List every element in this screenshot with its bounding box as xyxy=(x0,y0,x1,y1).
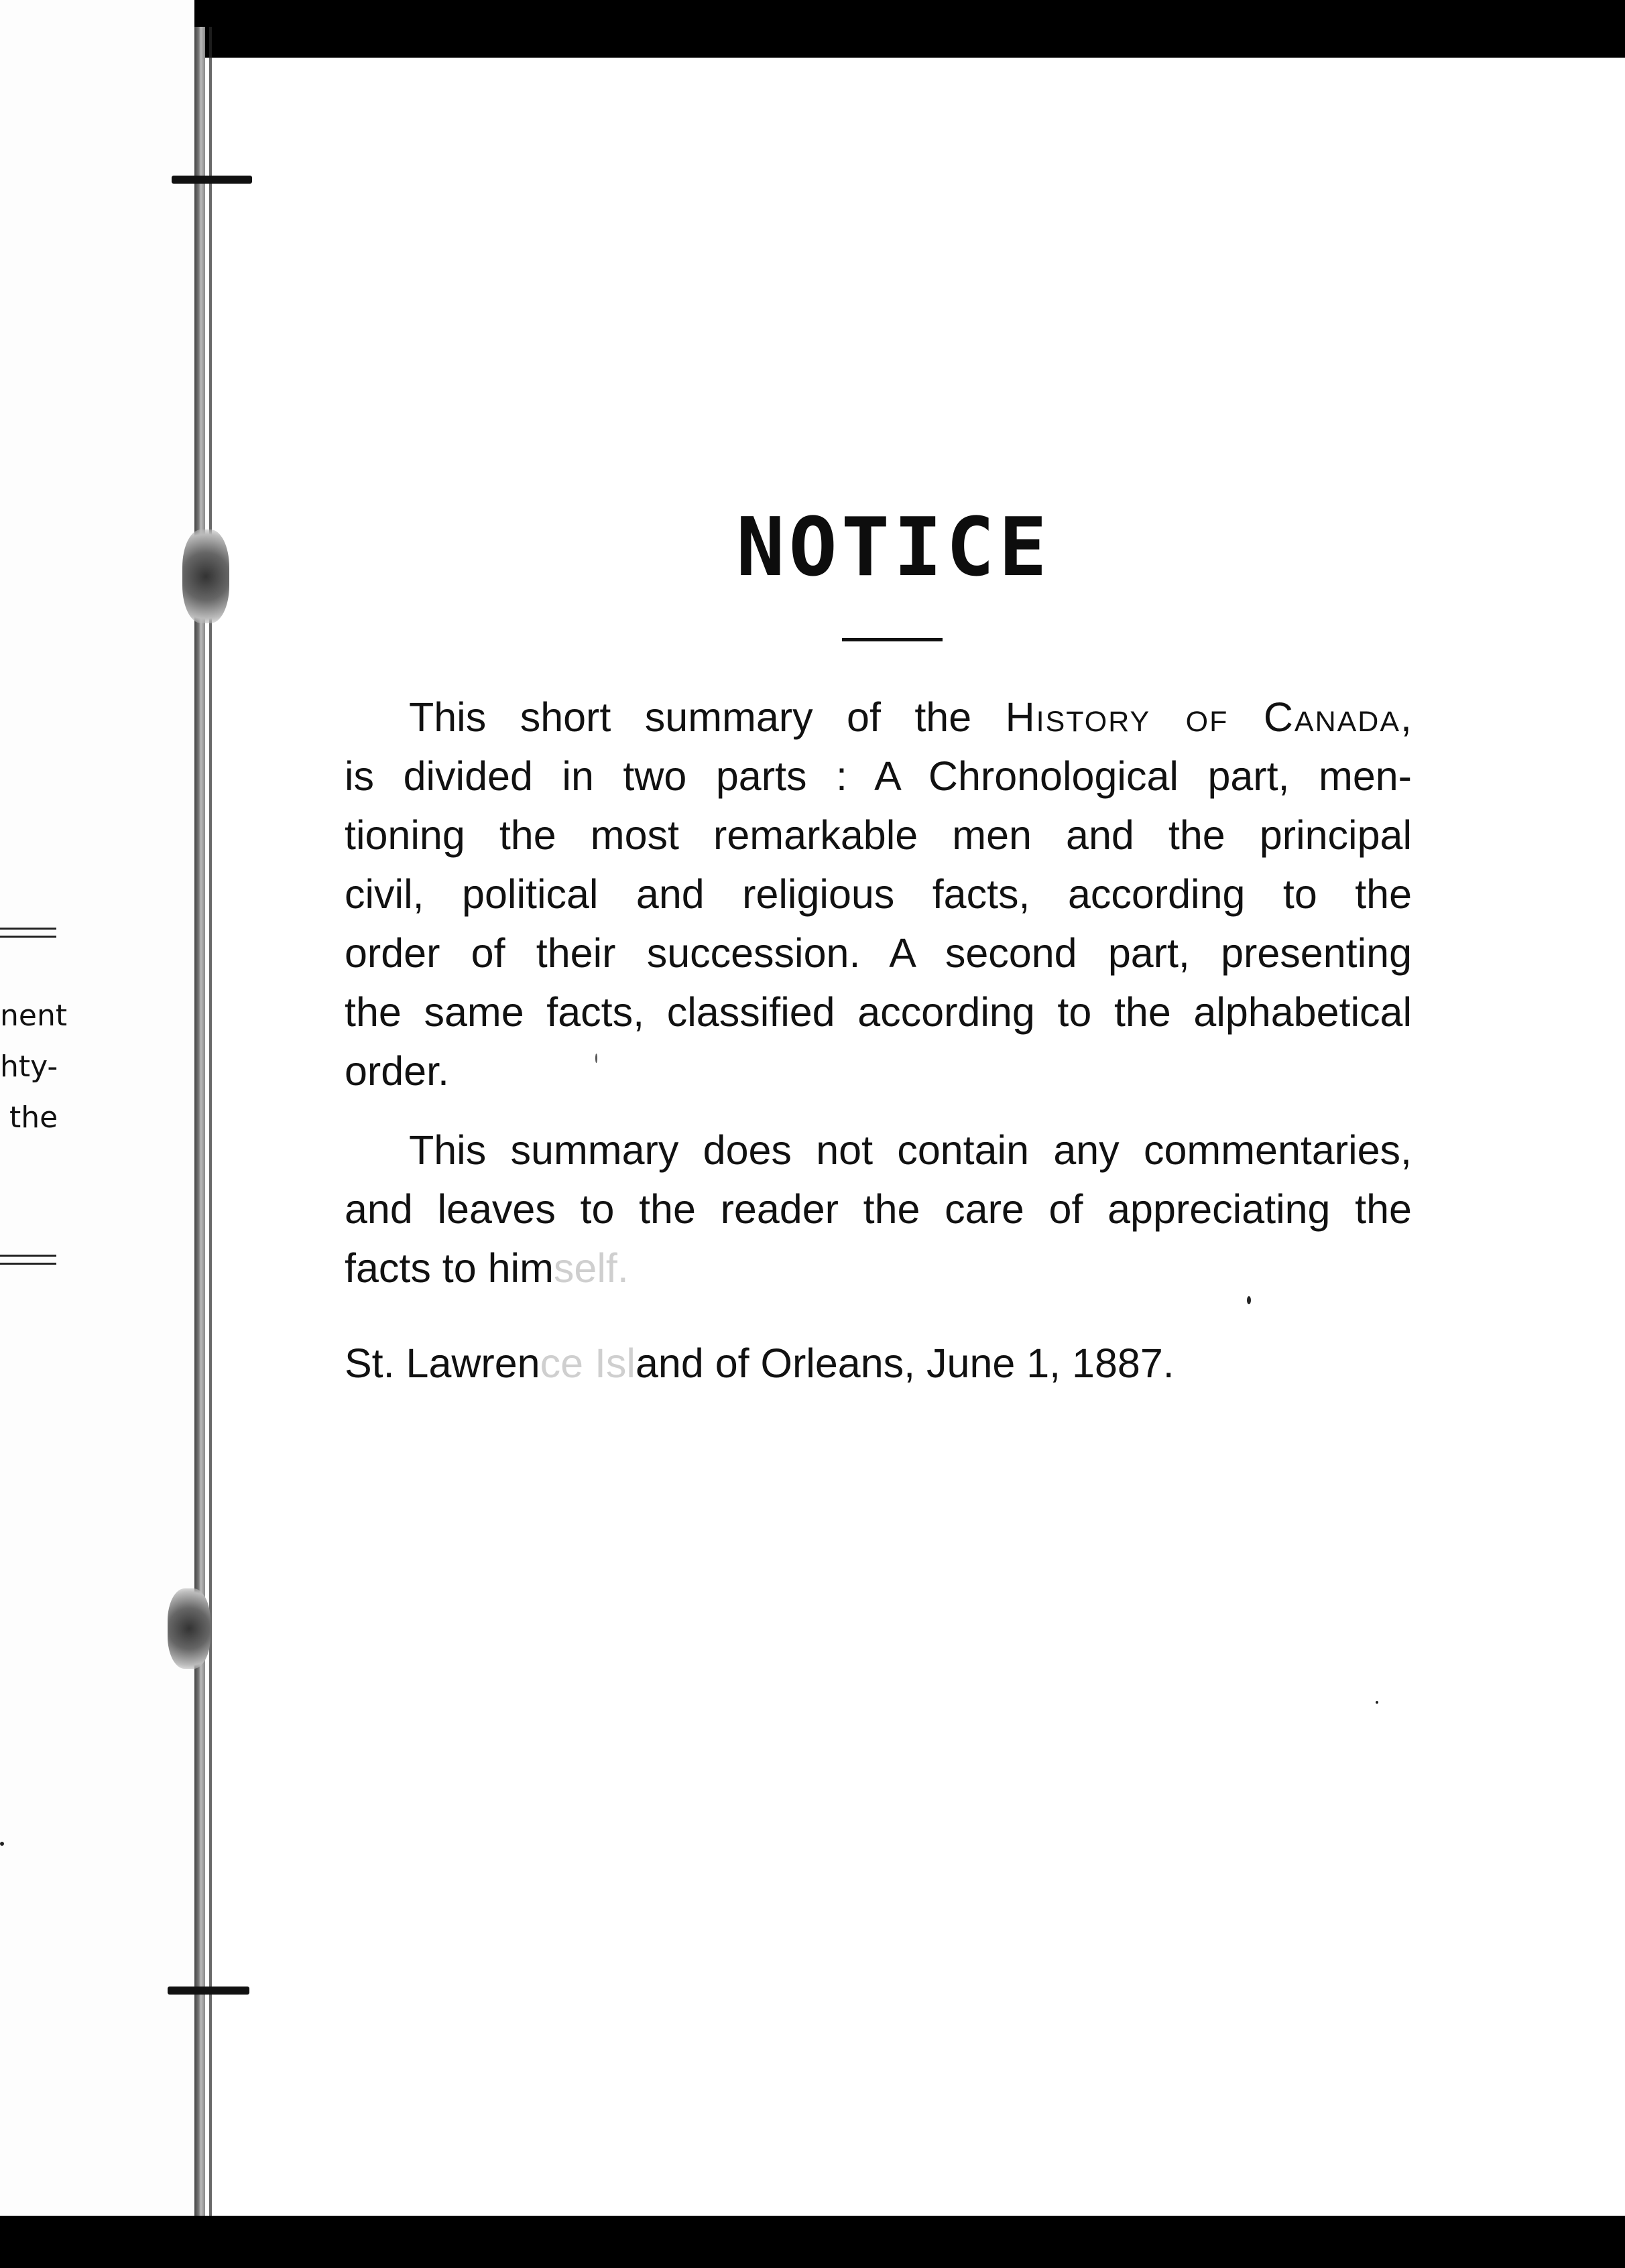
paper-speck xyxy=(1376,1701,1378,1704)
facing-page-rule xyxy=(0,928,56,930)
paper-speck xyxy=(1247,1296,1251,1304)
paragraph-line: This summary does not contain any commentaries, xyxy=(409,1127,1412,1173)
binding-knot xyxy=(182,529,229,623)
scan-top-border xyxy=(188,0,1625,58)
paper-speck xyxy=(595,1054,597,1063)
facing-page-text-fragment: nent xyxy=(0,999,68,1033)
paragraph-line: This short summary of the History of Canada, xyxy=(409,694,1412,740)
paragraph-line: facts to himself. xyxy=(345,1245,629,1291)
binding-stitch xyxy=(172,176,252,184)
facing-page-speck xyxy=(0,1842,4,1846)
scan-bottom-border xyxy=(0,2216,1625,2268)
binding-stitch xyxy=(168,1987,249,1995)
title-underline-rule xyxy=(842,638,943,641)
facing-page-rule xyxy=(0,1255,56,1257)
paragraph-commentary xyxy=(345,1121,1412,1298)
paragraph-line: order of their succession. A second part, presenting xyxy=(345,930,1412,976)
place-and-date-signoff: St. Lawrence Island of Orleans, June 1, 1887. xyxy=(345,1340,1175,1386)
faded-text: self. xyxy=(553,1245,629,1291)
book-title-reference: History of Canada xyxy=(1005,694,1401,740)
facing-page-text-fragment: hty- xyxy=(0,1050,58,1084)
facing-page-rule xyxy=(0,936,56,938)
binding-knot xyxy=(168,1588,210,1669)
paragraph-line: tioning the most remarkable men and the principal xyxy=(345,812,1412,858)
paragraph-line: is divided in two parts : A Chronological part, men- xyxy=(345,753,1412,799)
facing-page-rule xyxy=(0,1263,56,1265)
page-title: NOTICE xyxy=(736,501,1051,594)
paragraph-line: order. xyxy=(345,1048,449,1094)
paragraph-line: civil, political and religious facts, according to the xyxy=(345,871,1412,917)
facing-page-edge xyxy=(0,0,194,2216)
paragraph-summary xyxy=(345,688,1412,1100)
paragraph-line: and leaves to the reader the care of appreciating the xyxy=(345,1186,1412,1232)
book-spine xyxy=(194,27,205,2216)
paragraph-line: the same facts, classified according to the alphabetical xyxy=(345,989,1412,1035)
book-spine-edge xyxy=(209,27,212,2216)
facing-page-text-fragment: the xyxy=(9,1100,58,1135)
faded-text: ce Isl xyxy=(540,1340,636,1386)
